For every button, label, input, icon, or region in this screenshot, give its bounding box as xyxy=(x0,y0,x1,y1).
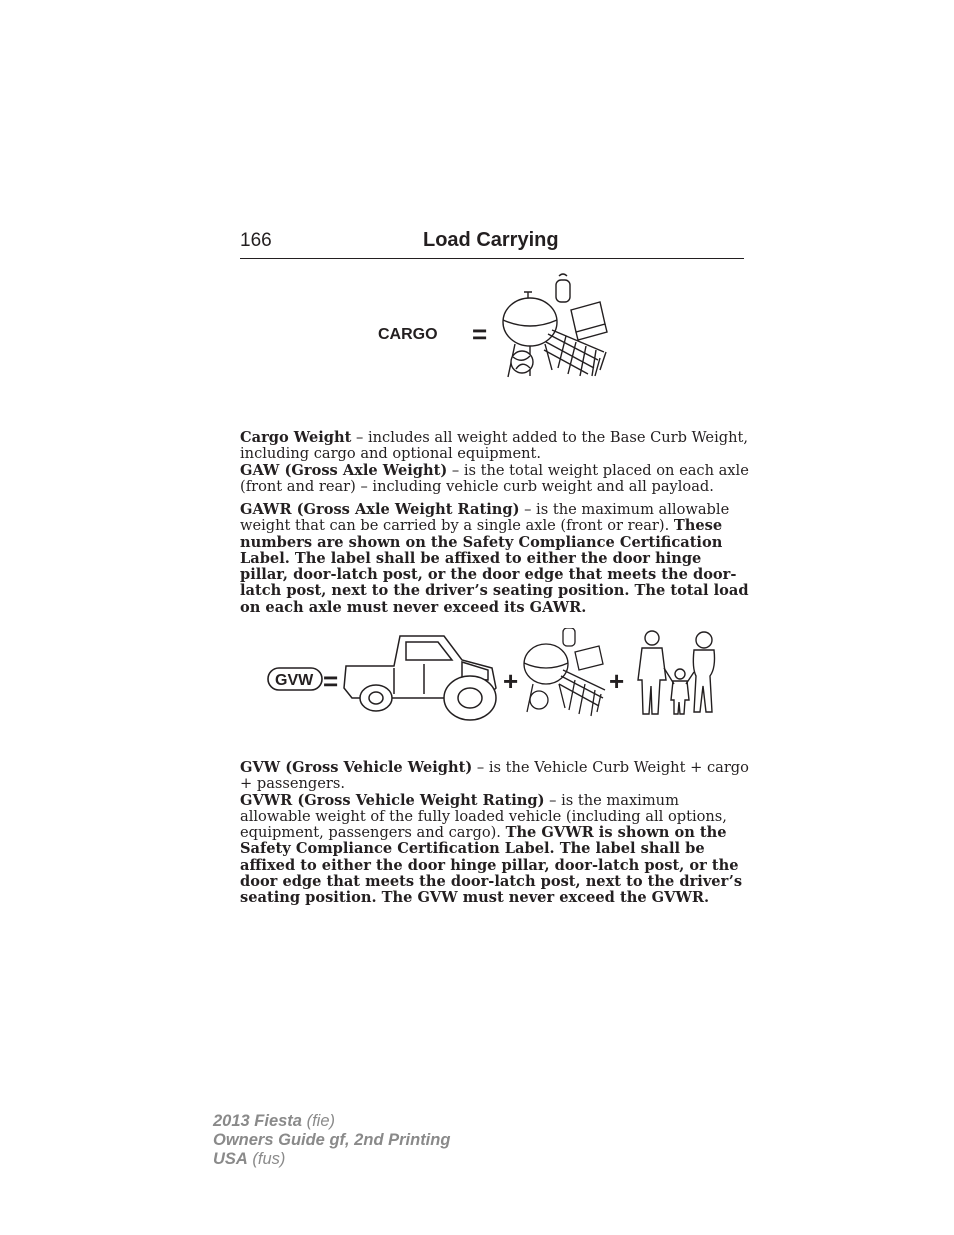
gvw-plus-sign-1: + xyxy=(503,666,519,696)
cargo-equals-sign: = xyxy=(472,319,488,349)
cargo-items-icon xyxy=(503,274,607,377)
cargo-items-icon xyxy=(524,628,605,716)
gvw-figure xyxy=(266,628,726,724)
page-footer xyxy=(213,1112,450,1169)
pickup-truck-icon xyxy=(344,636,496,720)
footer-line-3: USA (fus) xyxy=(213,1150,286,1168)
cargo-weight-paragraph: Cargo Weight – includes all weight added to the Base Curb Weight, including cargo and optional equipment. xyxy=(240,429,748,463)
gawr-paragraph: GAWR (Gross Axle Weight Rating) – is the maximum allowable weight that can be carried by a single axle (front or rear). These numbers are shown on the Safety Compliance Certification Label. The label shall be affixed to either the door hinge pillar, door-latch post, or the door edge that meets the door-latch post, next to the driver’s seating position. The total load on each axle must never exceed its GAWR. xyxy=(240,501,749,616)
gvw-equals-sign: = xyxy=(323,666,339,696)
footer-line-1: 2013 Fiesta (fie) xyxy=(213,1112,335,1130)
gaw-paragraph: GAW (Gross Axle Weight) – is the total weight placed on each axle (front and rear) – including vehicle curb weight and all payload. xyxy=(240,461,749,495)
gvw-plus-sign-2: + xyxy=(609,666,625,696)
cargo-figure xyxy=(370,272,630,392)
gvwr-paragraph: GVWR (Gross Vehicle Weight Rating) – is the maximum allowable weight of the fully loaded vehicle (including all options, equipment, passengers and cargo). The GVWR is shown on the Safety Compliance Certification Label. The label shall be affixed to either the door hinge pillar, door-latch post, or the door edge that meets the door-latch post, next to the driver’s seating position. The GVW must never exceed the GVWR. xyxy=(240,791,743,907)
page-title: Load Carrying xyxy=(423,229,559,251)
footer-line-2: Owners Guide gf, 2nd Printing xyxy=(213,1131,451,1149)
gvw-paragraph: GVW (Gross Vehicle Weight) – is the Vehicle Curb Weight + cargo + passengers. xyxy=(240,759,749,793)
definitions-block-1 xyxy=(240,430,750,495)
page-header xyxy=(240,228,744,259)
gvw-label: GVW xyxy=(275,672,314,689)
family-icon xyxy=(638,631,715,714)
definitions-block-3 xyxy=(240,760,750,907)
cargo-label: CARGO xyxy=(378,326,438,343)
definitions-block-2 xyxy=(240,502,750,616)
page-number: 166 xyxy=(240,230,272,251)
